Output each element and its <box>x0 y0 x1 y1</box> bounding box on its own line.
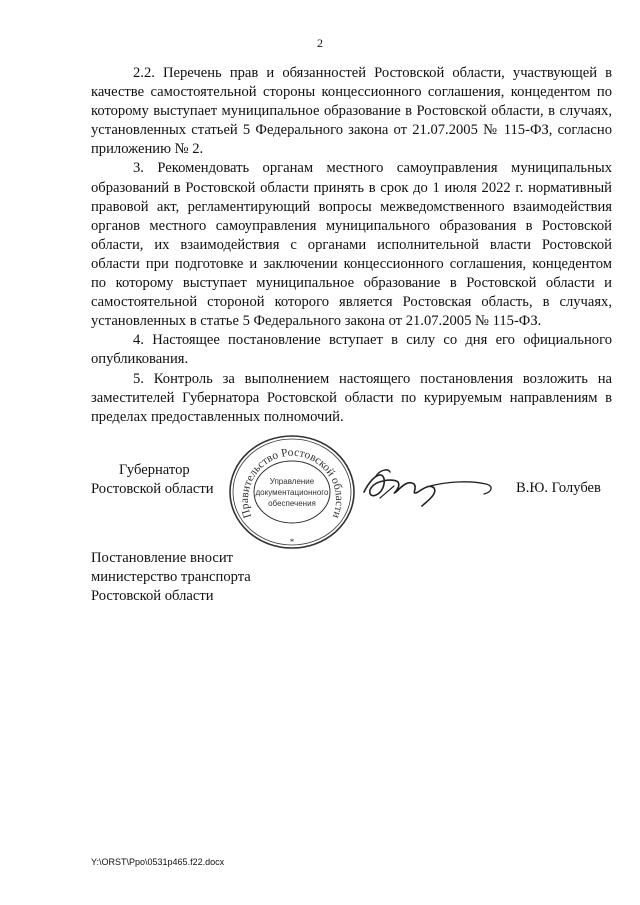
seal-center-line3: обеспечения <box>268 499 316 508</box>
signatory-name: В.Ю. Голубев <box>516 480 601 496</box>
introduced-by-line3: Ростовской области <box>91 588 214 604</box>
signatory-title-line2: Ростовской области <box>91 481 214 497</box>
paragraph-4: 4. Настоящее постановление вступает в силу со дня его официального опубликования. <box>91 332 612 368</box>
seal-center-line1: Управление <box>269 477 315 486</box>
signatory-title-line1: Губернатор <box>119 462 190 478</box>
official-seal <box>226 432 358 552</box>
seal-center-line2: документационного <box>255 488 329 497</box>
page-number: 2 <box>317 36 323 50</box>
paragraph-2-2: 2.2. Перечень прав и обязанностей Ростовской области, участвующей в качестве самостоятельной стороны концессионного соглашения, концедентом по которому выступает муниципальное образование в Ростовской области, в случаях, установленных статьей 5 Федерального закона от 21.07.2005 № 115-ФЗ, согласно приложению № 2. <box>91 65 612 158</box>
file-path: Y:\ORST\Ppo\0531p465.f22.docx <box>91 857 225 867</box>
paragraph-3: 3. Рекомендовать органам местного самоуправления муниципальных образований в Ростовской области принять в срок до 1 июля 2022 г. нормативный правовой акт, регламентирующий вопросы межведомственного взаимодействия органов местного самоуправления муниципального образования в Ростовской области, их взаимодействия с органами исполнительной власти Ростовской области при подготовке и заключении концессионного соглашения, концедентом по которому выступает муниципальное образование в Ростовской области и самостоятельной стороной которого является Ростовская область, в случаях, установленных в статье 5 Федерального закона от 21.07.2005 № 115-ФЗ. <box>91 160 612 330</box>
introduced-by-line1: Постановление вносит <box>91 550 234 566</box>
introduced-by <box>91 549 251 606</box>
seal-star: * <box>289 537 295 547</box>
seal-ring-text: Правительство Ростовской области <box>238 446 346 520</box>
paragraph-5: 5. Контроль за выполнением настоящего постановления возложить на заместителей Губернатора Ростовской области по курируемым направлениям в пределах предоставленных полномочий. <box>91 370 612 425</box>
signatory-title <box>91 461 214 499</box>
document-body <box>91 64 612 427</box>
handwritten-signature <box>360 462 500 512</box>
introduced-by-line2: министерство транспорта <box>91 569 251 585</box>
